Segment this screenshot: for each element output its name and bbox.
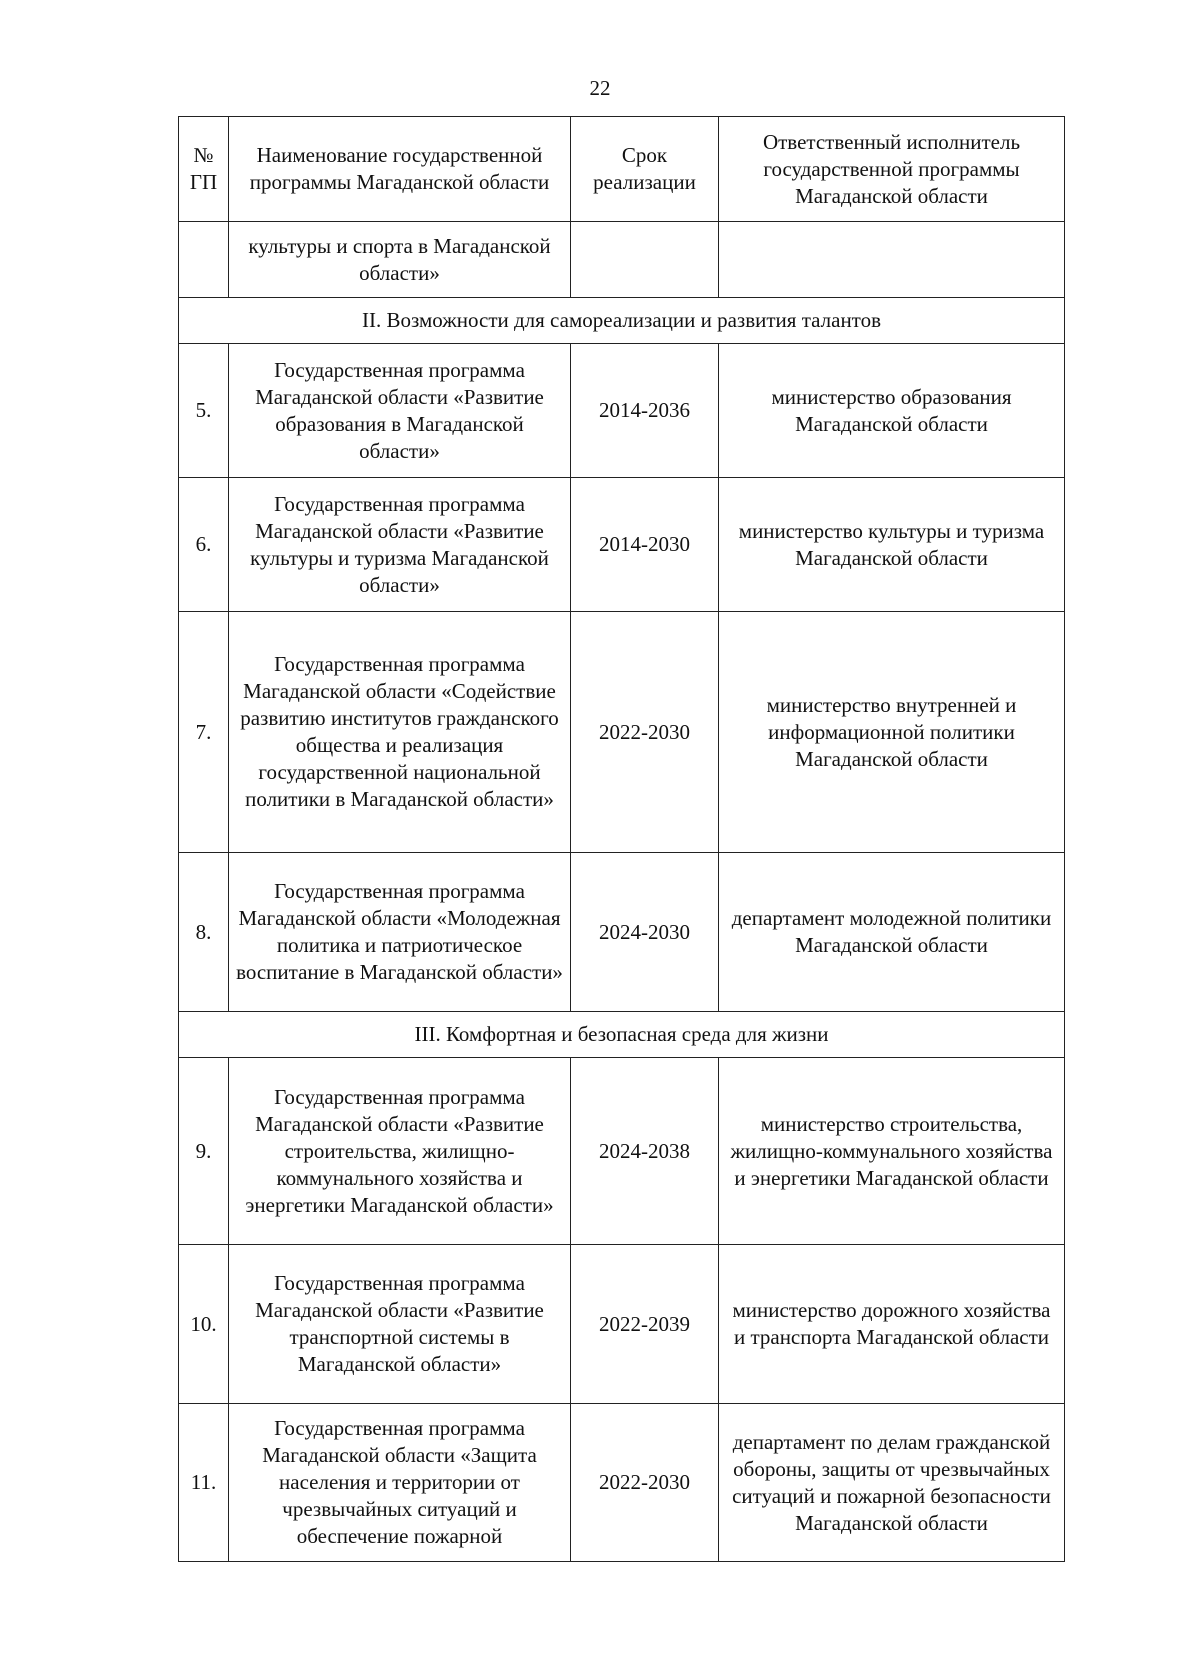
cell-name: Государственная программа Магаданской области «Молодежная политика и патриотическое воспитание в Магаданской области» bbox=[229, 853, 571, 1012]
cell-executor: департамент молодежной политики Магаданской области bbox=[719, 853, 1065, 1012]
cell-name: Государственная программа Магаданской области «Развитие образования в Магаданской области» bbox=[229, 344, 571, 478]
cell-term: 2014-2036 bbox=[571, 344, 719, 478]
cell-executor: министерство дорожного хозяйства и транспорта Магаданской области bbox=[719, 1245, 1065, 1404]
table-row bbox=[179, 612, 1065, 853]
cell-num: 5. bbox=[179, 344, 229, 478]
table-row bbox=[179, 853, 1065, 1012]
cell-term: 2022-2030 bbox=[571, 1404, 719, 1562]
table-row-continuation bbox=[179, 222, 1065, 298]
table-header-row bbox=[179, 117, 1065, 222]
cell-term: 2014-2030 bbox=[571, 478, 719, 612]
cell-executor: министерство культуры и туризма Магаданской области bbox=[719, 478, 1065, 612]
cell-name: Государственная программа Магаданской области «Защита населения и территории от чрезвычайных ситуаций и обеспечение пожарной bbox=[229, 1404, 571, 1562]
header-name: Наименование государственной программы Магаданской области bbox=[229, 117, 571, 222]
section-title: II. Возможности для самореализации и развития талантов bbox=[179, 298, 1065, 344]
cell-num: 6. bbox=[179, 478, 229, 612]
cell-executor: министерство внутренней и информационной политики Магаданской области bbox=[719, 612, 1065, 853]
cell-term bbox=[571, 222, 719, 298]
table-row bbox=[179, 1245, 1065, 1404]
cell-executor: министерство образования Магаданской области bbox=[719, 344, 1065, 478]
table-row bbox=[179, 1404, 1065, 1562]
header-term: Срок реализации bbox=[571, 117, 719, 222]
section-title: III. Комфортная и безопасная среда для жизни bbox=[179, 1012, 1065, 1058]
cell-name: Государственная программа Магаданской области «Содействие развитию институтов гражданского общества и реализация государственной национальной политики в Магаданской области» bbox=[229, 612, 571, 853]
table-row bbox=[179, 478, 1065, 612]
cell-executor bbox=[719, 222, 1065, 298]
cell-num: 11. bbox=[179, 1404, 229, 1562]
header-executor: Ответственный исполнитель государственной программы Магаданской области bbox=[719, 117, 1065, 222]
cell-name: культуры и спорта в Магаданской области» bbox=[229, 222, 571, 298]
table-row bbox=[179, 1058, 1065, 1245]
cell-term: 2022-2030 bbox=[571, 612, 719, 853]
table-row bbox=[179, 344, 1065, 478]
programs-table bbox=[178, 116, 1065, 1562]
section-row bbox=[179, 1012, 1065, 1058]
cell-name: Государственная программа Магаданской области «Развитие строительства, жилищно-коммунального хозяйства и энергетики Магаданской области» bbox=[229, 1058, 571, 1245]
cell-num: 7. bbox=[179, 612, 229, 853]
cell-executor: министерство строительства, жилищно-коммунального хозяйства и энергетики Магаданской области bbox=[719, 1058, 1065, 1245]
page-number: 22 bbox=[589, 76, 611, 100]
header-num: № ГП bbox=[179, 117, 229, 222]
cell-num: 9. bbox=[179, 1058, 229, 1245]
cell-num bbox=[179, 222, 229, 298]
cell-term: 2024-2030 bbox=[571, 853, 719, 1012]
cell-name: Государственная программа Магаданской области «Развитие транспортной системы в Магаданской области» bbox=[229, 1245, 571, 1404]
cell-term: 2022-2039 bbox=[571, 1245, 719, 1404]
cell-name: Государственная программа Магаданской области «Развитие культуры и туризма Магаданской области» bbox=[229, 478, 571, 612]
cell-term: 2024-2038 bbox=[571, 1058, 719, 1245]
cell-num: 8. bbox=[179, 853, 229, 1012]
cell-executor: департамент по делам гражданской обороны, защиты от чрезвычайных ситуаций и пожарной безопасности Магаданской области bbox=[719, 1404, 1065, 1562]
section-row bbox=[179, 298, 1065, 344]
cell-num: 10. bbox=[179, 1245, 229, 1404]
